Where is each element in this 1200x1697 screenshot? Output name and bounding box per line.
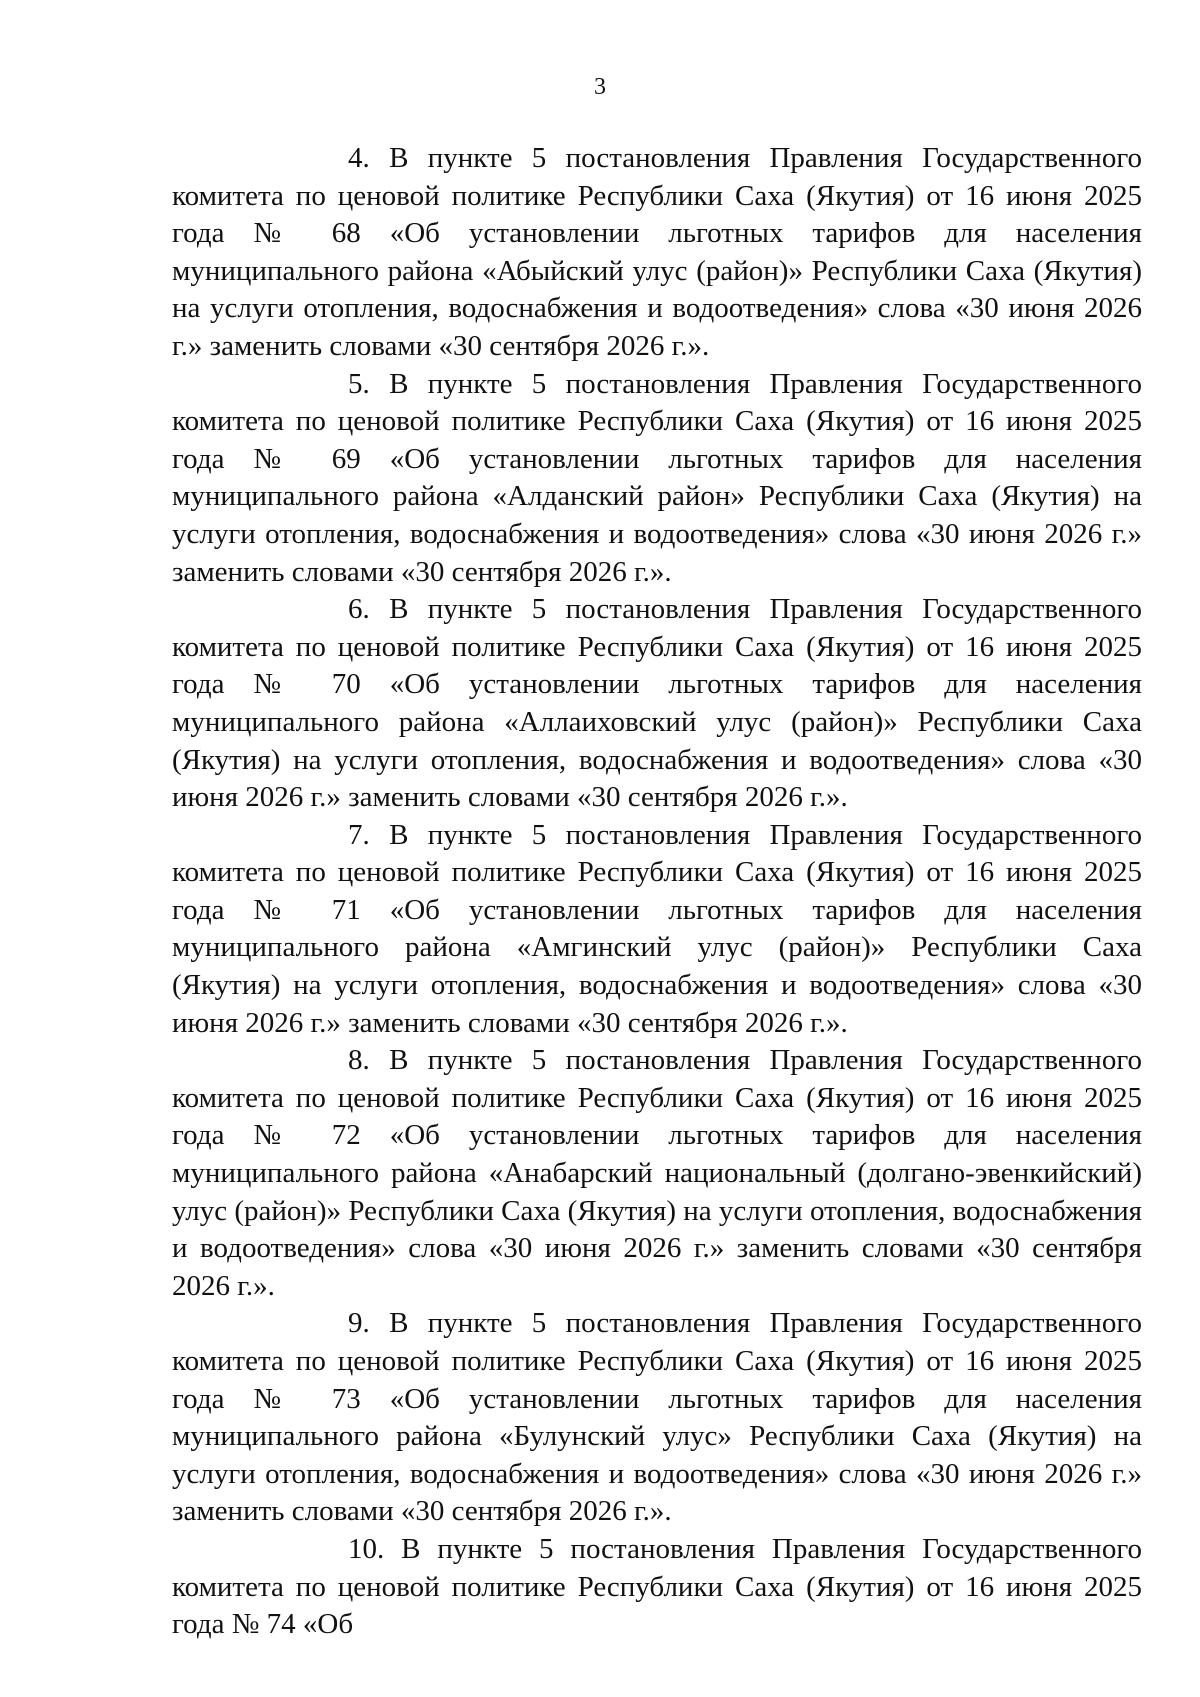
paragraph-5: [172, 366, 1142, 592]
paragraph-number: 8.: [348, 1044, 370, 1077]
paragraph-number: 7.: [348, 818, 370, 851]
paragraph-9: [172, 1305, 1142, 1531]
paragraph-10: [172, 1531, 1142, 1644]
paragraph-text: В пункте 5 постановления Правления Государственного комитета по ценовой политике Республики Саха (Якутия) от 16 июня 2025 года № 68 «Об установлении льготных тарифов для населения муниципального района «Абыйский улус (район)» Республики Саха (Якутия) на услуги отопления, водоснабжения и водоотведения» слова «30 июня 2026 г.» заменить словами «30 сентября 2026 г.».: [172, 142, 1142, 362]
paragraph-7: [172, 817, 1142, 1043]
paragraph-6: [172, 591, 1142, 817]
paragraph-number: 9.: [348, 1307, 370, 1340]
paragraph-text: В пункте 5 постановления Правления Государственного комитета по ценовой политике Республики Саха (Якутия) от 16 июня 2025 года № 72 «Об установлении льготных тарифов для населения муниципального района «Анабарский национальный (долгано-эвенкийский) улус (район)» Республики Саха (Якутия) на услуги отопления, водоснабжения и водоотведения» слова «30 июня 2026 г.» заменить словами «30 сентября 2026 г.».: [172, 1044, 1142, 1302]
paragraph-text: В пункте 5 постановления Правления Государственного комитета по ценовой политике Республики Саха (Якутия) от 16 июня 2025 года № 73 «Об установлении льготных тарифов для населения муниципального района «Булунский улус» Республики Саха (Якутия) на услуги отопления, водоснабжения и водоотведения» слова «30 июня 2026 г.» заменить словами «30 сентября 2026 г.».: [172, 1307, 1142, 1528]
paragraph-number: 10.: [348, 1532, 385, 1565]
paragraph-number: 4.: [348, 142, 370, 174]
paragraph-text: В пункте 5 постановления Правления Государственного комитета по ценовой политике Республики Саха (Якутия) от 16 июня 2025 года № 74 «Об: [172, 1532, 1142, 1641]
paragraph-text: В пункте 5 постановления Правления Государственного комитета по ценовой политике Республики Саха (Якутия) от 16 июня 2025 года № 71 «Об установлении льготных тарифов для населения муниципального района «Амгинский улус (район)» Республики Саха (Якутия) на услуги отопления, водоснабжения и водоотведения» слова «30 июня 2026 г.» заменить словами «30 сентября 2026 г.».: [172, 818, 1142, 1039]
page-number: 3: [594, 74, 606, 100]
paragraph-4: [172, 140, 1142, 366]
paragraph-8: [172, 1042, 1142, 1305]
paragraph-number: 5.: [348, 367, 370, 400]
paragraph-text: В пункте 5 постановления Правления Государственного комитета по ценовой политике Республики Саха (Якутия) от 16 июня 2025 года № 69 «Об установлении льготных тарифов для населения муниципального района «Алданский район» Республики Саха (Якутия) на услуги отопления, водоснабжения и водоотведения» слова «30 июня 2026 г.» заменить словами «30 сентября 2026 г.».: [172, 367, 1142, 588]
document-body: [172, 140, 1142, 1644]
paragraph-number: 6.: [348, 593, 370, 626]
paragraph-text: В пункте 5 постановления Правления Государственного комитета по ценовой политике Республики Саха (Якутия) от 16 июня 2025 года № 70 «Об установлении льготных тарифов для населения муниципального района «Аллаиховский улус (район)» Республики Саха (Якутия) на услуги отопления, водоснабжения и водоотведения» слова «30 июня 2026 г.» заменить словами «30 сентября 2026 г.».: [172, 593, 1142, 814]
